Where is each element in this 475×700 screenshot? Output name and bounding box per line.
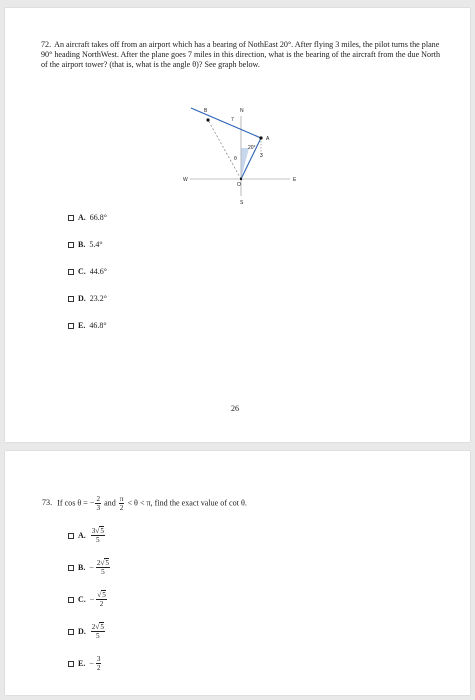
checkbox[interactable]	[68, 597, 74, 603]
checkbox[interactable]	[68, 533, 74, 539]
option-e[interactable]: E. − $\frac{3}{2}$	[68, 655, 102, 672]
label-o: O	[237, 182, 241, 188]
checkbox[interactable]	[68, 242, 74, 248]
fraction-pi-2: $\frac{\pi}{2}$	[119, 495, 124, 512]
option-a[interactable]: A. 66.8°	[68, 213, 107, 223]
label-theta: θ	[234, 156, 237, 162]
checkbox[interactable]	[68, 296, 74, 302]
answer-fraction: $\frac{2√5}{5}$	[96, 559, 109, 576]
label-7: 7	[231, 117, 234, 123]
point-b	[206, 118, 209, 121]
checkbox[interactable]	[68, 565, 74, 571]
label-w: W	[183, 177, 188, 183]
checkbox[interactable]	[68, 215, 74, 221]
option-c[interactable]: C. − $\frac{√5}{2}$	[68, 591, 108, 608]
angle-20-shade	[241, 148, 249, 179]
label-a: A	[266, 136, 270, 142]
answer-fraction: $\frac{3}{2}$	[96, 655, 101, 672]
checkbox[interactable]	[68, 269, 74, 275]
fraction-2-3: $\frac{2}{3}$	[96, 495, 101, 512]
point-a	[259, 136, 262, 139]
bearing-diagram	[5, 8, 470, 442]
line-ob	[208, 120, 241, 179]
page-number: 26	[231, 404, 239, 413]
option-b[interactable]: B. 5.4°	[68, 240, 103, 250]
label-3: 3	[260, 153, 263, 159]
option-d[interactable]: D. $\frac{2√5}{5}$	[68, 623, 106, 640]
question-text: An aircraft takes off from an airport which has a bearing of NothEast 20°. After flying 3 miles, the pilot turns the plane 90° heading NorthWest. After the plane goes 7 miles in this direction, what is the bearing of the aircraft from the due North of the airport tower? (that is, what is the angle θ)? See graph below.	[41, 40, 441, 69]
answer-fraction: $\frac{√5}{2}$	[97, 591, 106, 608]
question-number: 72.	[41, 40, 52, 49]
page-26	[5, 8, 470, 442]
checkbox[interactable]	[68, 629, 74, 635]
label-n: N	[240, 108, 244, 114]
path-ab	[191, 108, 261, 138]
point-o	[240, 178, 242, 180]
page-27	[5, 451, 470, 695]
checkbox[interactable]	[68, 661, 74, 667]
checkbox[interactable]	[68, 323, 74, 329]
label-e: E	[293, 177, 297, 183]
question-73: 73. If cos θ = − $\frac{2}{3}$ and $\frac{\pi}{2}$ < θ < π, find the exact value of cot θ.	[42, 495, 247, 512]
option-c[interactable]: C. 44.6°	[68, 267, 107, 277]
option-e[interactable]: E. 46.8°	[68, 321, 107, 331]
label-20: 20°	[248, 145, 256, 151]
label-s: S	[240, 200, 244, 206]
option-b[interactable]: B. − $\frac{2√5}{5}$	[68, 559, 111, 576]
answer-fraction: $\frac{3√5}{5}$	[91, 527, 104, 544]
option-a[interactable]: A. $\frac{3√5}{5}$	[68, 527, 106, 544]
answer-fraction: $\frac{2√5}{5}$	[91, 623, 104, 640]
label-b: B	[204, 108, 208, 114]
question-number: 73.	[42, 498, 53, 508]
option-d[interactable]: D. 23.2°	[68, 294, 107, 304]
